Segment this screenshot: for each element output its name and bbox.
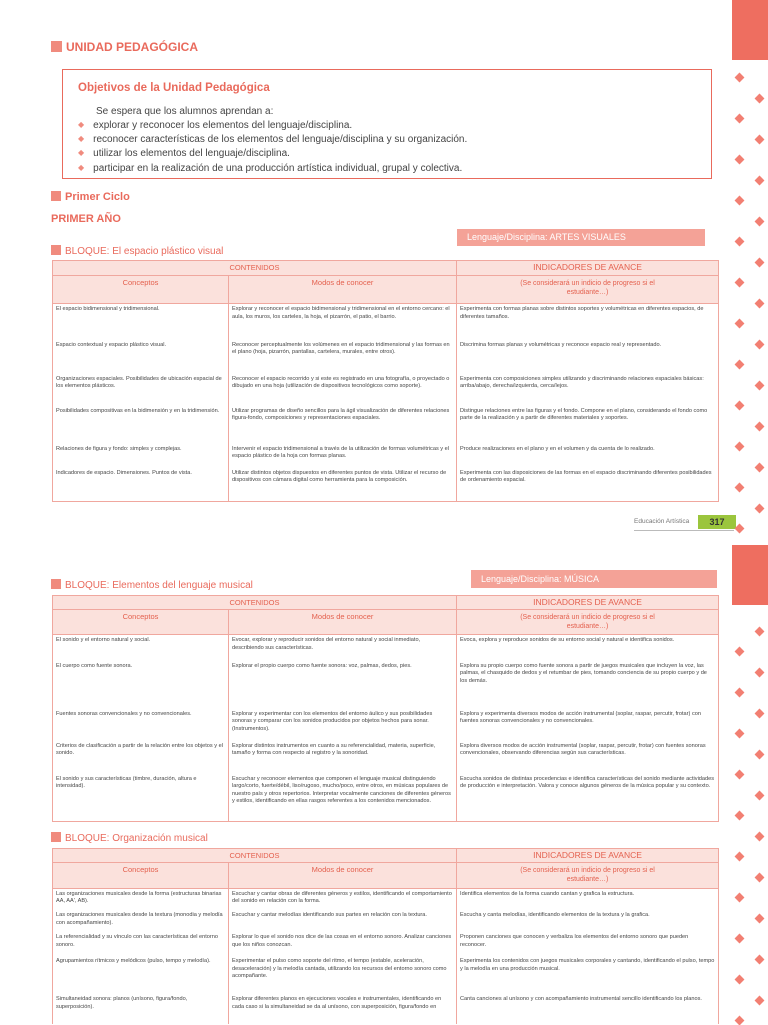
contenidos-header: CONTENIDOS <box>53 849 457 863</box>
method-cell: Explorar el propio cuerpo como fuente sonora: voz, palmas, dedos, pies. <box>229 661 457 709</box>
diamond-dot <box>735 237 745 247</box>
contenidos-header: CONTENIDOS <box>53 261 457 276</box>
indicator-cell: Explora y experimenta diversos modos de acción instrumental (soplar, raspar, percutir, frotar) con fuentes sonoras convencionales y no convencionales. <box>457 709 719 741</box>
diamond-dot <box>735 770 745 780</box>
diamond-dot <box>755 503 765 513</box>
objectives-title: Objetivos de la Unidad Pedagógica <box>78 82 270 94</box>
indicator-cell: Discrimina formas planas y volumétricas y reconoce espacio real y representado. <box>457 340 719 374</box>
diamond-dot <box>735 811 745 821</box>
concept-cell: Espacio contextual y espacio plástico visual. <box>53 340 229 374</box>
progress-note-header: (Se considerará un indicio de progreso si el estudiante…) <box>457 863 719 888</box>
objective-item: ◆ utilizar los elementos del lenguaje/disciplina. <box>78 146 467 160</box>
diamond-dot <box>735 483 745 493</box>
diamond-dot <box>755 667 765 677</box>
diamond-dot <box>755 749 765 759</box>
diamond-dot <box>735 647 745 657</box>
side-band-top <box>732 0 768 60</box>
objective-item: ◆ explorar y reconocer los elementos del lenguaje/disciplina. <box>78 118 467 132</box>
method-cell: Evocar, explorar y reproducir sonidos del entorno natural y social inmediato, describiendo sus características. <box>229 635 457 661</box>
unit-title: UNIDAD PEDAGÓGICA <box>51 40 198 54</box>
diamond-dot <box>755 954 765 964</box>
indicator-cell: Distingue relaciones entre las figuras y el fondo. Compone en el plano, considerando el fondo como parte de la realización y a partir de diferentes materiales y soportes. <box>457 406 719 444</box>
table-row <box>53 406 719 444</box>
content-table-music-organization <box>52 848 719 1024</box>
table-row <box>53 932 719 956</box>
indicadores-header: INDICADORES DE AVANCE <box>457 596 719 610</box>
table-row <box>53 910 719 932</box>
bloque-heading: BLOQUE: Organización musical <box>51 832 208 844</box>
page-number: 317 <box>698 515 736 529</box>
diamond-dot <box>755 257 765 267</box>
diamond-dot <box>735 401 745 411</box>
side-band-bottom <box>732 545 768 605</box>
method-cell: Escuchar y reconocer elementos que componen el lenguaje musical distinguiendo largo/corto, fuerte/débil, liso/rugoso, mucho/poco, entre otros, en músicas populares de nuestro país y otros repertorios. Interpretar vocalmente canciones de diferentes géneros y estilos, identificando en ellas rasgos referentes a los contenidos mencionados. <box>229 774 457 822</box>
diamond-dot <box>755 175 765 185</box>
method-cell: Explorar lo que el sonido nos dice de las cosas en el entorno sonoro. Analizar canciones que los niños conozcan. <box>229 932 457 956</box>
table-row <box>53 994 719 1024</box>
table-row <box>53 444 719 468</box>
method-cell: Experimentar el pulso como soporte del ritmo, el tempo (estable, aceleración, desaceleración) y la melodía cantada, utilizando los recursos del entorno sonoro como acompañante. <box>229 956 457 994</box>
diamond-dot <box>755 626 765 636</box>
year-heading: PRIMER AÑO <box>51 213 121 225</box>
indicator-cell: Escucha y canta melodías, identificando elementos de la textura y la grafica. <box>457 910 719 932</box>
table-row <box>53 304 719 340</box>
conceptos-header: Conceptos <box>53 610 229 635</box>
bloque-marker-icon <box>51 245 61 255</box>
concept-cell: La referencialidad y su vínculo con las características del entorno sonoro. <box>53 932 229 956</box>
diamond-dot <box>735 975 745 985</box>
table-row <box>53 774 719 822</box>
footer-rule <box>634 530 734 531</box>
indicator-cell: Proponen canciones que conocen y verbaliza los elementos del entorno sonoro que pueden reconocer. <box>457 932 719 956</box>
table-row <box>53 741 719 774</box>
concept-cell: Agrupamientos rítmicos y melódicos (pulso, tempo y melodía). <box>53 956 229 994</box>
concept-cell: Relaciones de figura y fondo: simples y complejas. <box>53 444 229 468</box>
method-cell: Utilizar distintos objetos dispuestos en diferentes puntos de vista. Utilizar el recurso de dispositivos con cámara digital como herramienta para la composición. <box>229 468 457 502</box>
diamond-dot <box>755 380 765 390</box>
table-header-row <box>53 596 719 610</box>
concept-cell: Fuentes sonoras convencionales y no convencionales. <box>53 709 229 741</box>
diamond-dot <box>735 934 745 944</box>
diamond-dot <box>735 196 745 206</box>
table-subheader-row <box>53 863 719 888</box>
diamond-dot <box>755 216 765 226</box>
diamond-dot <box>755 462 765 472</box>
indicator-cell: Escucha sonidos de distintas procedencias e identifica características del sonido mediante actividades de producción e interpretación. Valora y conoce algunos géneros de la música popular y su contexto. <box>457 774 719 822</box>
indicator-cell: Experimenta con formas planas sobre distintos soportes y volumétricas en diferentes espacios, de diferentes tamaños. <box>457 304 719 340</box>
diamond-dot <box>735 319 745 329</box>
diamond-dot <box>755 790 765 800</box>
diamond-dot <box>735 442 745 452</box>
method-cell: Explorar y experimentar con los elementos del entorno áulico y sus posibilidades sonoras y comparar con los sonidos producidos por objetos hechos para sonar. (Instrumentos). <box>229 709 457 741</box>
indicadores-header: INDICADORES DE AVANCE <box>457 849 719 863</box>
method-cell: Explorar distintos instrumentos en cuanto a su referencialidad, materia, superficie, tamaño y forma con respecto al registro y la sonoridad. <box>229 741 457 774</box>
modos-header: Modos de conocer <box>229 276 457 304</box>
diamond-dot <box>755 298 765 308</box>
table-subheader-row <box>53 276 719 304</box>
bloque-marker-icon <box>51 579 61 589</box>
table-row <box>53 340 719 374</box>
diamond-dot <box>755 339 765 349</box>
diamond-dot <box>755 995 765 1005</box>
table-row <box>53 635 719 661</box>
bloque-heading: BLOQUE: El espacio plástico visual <box>51 245 223 257</box>
conceptos-header: Conceptos <box>53 276 229 304</box>
objective-item: ◆ participar en la realización de una producción artística individual, grupal y colectiva. <box>78 161 467 175</box>
diamond-dot <box>755 913 765 923</box>
concept-cell: El sonido y sus características (timbre, duración, altura e intensidad). <box>53 774 229 822</box>
footer-label: Educación Artística <box>634 518 690 525</box>
modos-header: Modos de conocer <box>229 863 457 888</box>
diamond-dot <box>755 421 765 431</box>
table-row <box>53 661 719 709</box>
diamond-dot <box>735 114 745 124</box>
progress-note-header: (Se considerará un indicio de progreso si el estudiante…) <box>457 610 719 635</box>
content-table-visual-space <box>52 260 719 502</box>
method-cell: Intervenir el espacio tridimensional a través de la utilización de formas volumétricas y el espacio plástico de la hoja con formas planas. <box>229 444 457 468</box>
method-cell: Reconocer perceptualmente los volúmenes en el espacio tridimensional y las formas en el plano (hoja, pizarrón, pantallas, cartelera, murales, entre otros). <box>229 340 457 374</box>
concept-cell: Organizaciones espaciales. Posibilidades de ubicación espacial de los elementos plásticos. <box>53 374 229 406</box>
diamond-dot <box>735 73 745 83</box>
concept-cell: Criterios de clasificación a partir de la relación entre los objetos y el sonido. <box>53 741 229 774</box>
table-row <box>53 468 719 502</box>
diamond-dot <box>755 93 765 103</box>
language-tag-music: Lenguaje/Disciplina: MÚSICA <box>471 570 717 588</box>
title-marker-icon <box>51 41 62 52</box>
diamond-dot <box>735 852 745 862</box>
progress-note-header: (Se considerará un indicio de progreso si el estudiante…) <box>457 276 719 304</box>
indicator-cell: Explora diversos modos de acción instrumental (soplar, raspar, percutir, frotar) con fuentes sonoras convencionales, observando diferencias según sus características. <box>457 741 719 774</box>
cycle-marker-icon <box>51 191 61 201</box>
bloque-marker-icon <box>51 832 61 842</box>
table-subheader-row <box>53 610 719 635</box>
method-cell: Utilizar programas de diseño sencillos para la ágil visualización de diferentes relaciones figura-fondo, composiciones y representaciones espaciales. <box>229 406 457 444</box>
diamond-dot <box>755 134 765 144</box>
content-table-music-elements <box>52 595 719 822</box>
diamond-dot <box>755 708 765 718</box>
method-cell: Escuchar y cantar melodías identificando sus partes en relación con la textura. <box>229 910 457 932</box>
concept-cell: Indicadores de espacio. Dimensiones. Puntos de vista. <box>53 468 229 502</box>
diamond-dot <box>755 831 765 841</box>
table-row <box>53 956 719 994</box>
concept-cell: El espacio bidimensional y tridimensional. <box>53 304 229 340</box>
method-cell: Reconocer el espacio recorrido y si este es registrado en una fotografía, o proyectado o dibujado en una hoja (utilización de dispositivos tecnológicos como soporte). <box>229 374 457 406</box>
language-tag-visual-arts: Lenguaje/Disciplina: ARTES VISUALES <box>457 229 705 246</box>
indicator-cell: Experimenta los contenidos con juegos musicales corporales y cantando, identificando el pulso, tempo y la melodía en una producción musical. <box>457 956 719 994</box>
contenidos-header: CONTENIDOS <box>53 596 457 610</box>
indicadores-header: INDICADORES DE AVANCE <box>457 261 719 276</box>
modos-header: Modos de conocer <box>229 610 457 635</box>
concept-cell: El cuerpo como fuente sonora. <box>53 661 229 709</box>
table-header-row <box>53 849 719 863</box>
indicator-cell: Evoca, explora y reproduce sonidos de su entorno social y natural e identifica sonidos. <box>457 635 719 661</box>
indicator-cell: Explora su propio cuerpo como fuente sonora a partir de juegos musicales que incluyen la voz, las palmas, el chasquido de dedos y el retumbar de pies, tomando conciencia de su propio cuerpo y de los demás. <box>457 661 719 709</box>
indicator-cell: Produce realizaciones en el plano y en el volumen y da cuenta de lo realizado. <box>457 444 719 468</box>
bloque-heading: BLOQUE: Elementos del lenguaje musical <box>51 579 253 591</box>
objectives-list <box>78 118 467 175</box>
indicator-cell: Identifica elementos de la forma cuando cantan y grafica la estructura. <box>457 888 719 910</box>
method-cell: Explorar y reconocer el espacio bidimensional y tridimensional en el entorno cercano: el aula, los muros, los carteles, la hoja, el pizarrón, el patio, el barrio. <box>229 304 457 340</box>
method-cell: Explorar diferentes planos en ejecuciones vocales e instrumentales, identificando en cada caso si la simultaneidad se da al unísono, con superposición, figura/fondo en <box>229 994 457 1024</box>
indicator-cell: Experimenta con las disposiciones de las formas en el espacio discriminando diferentes posibilidades de ordenamiento espacial. <box>457 468 719 502</box>
concept-cell: El sonido y el entorno natural y social. <box>53 635 229 661</box>
diamond-dot <box>735 155 745 165</box>
table-row <box>53 709 719 741</box>
table-row <box>53 374 719 406</box>
concept-cell: Posibilidades compositivas en la bidimensión y en la tridimensión. <box>53 406 229 444</box>
diamond-dot <box>735 893 745 903</box>
diamond-dot <box>735 729 745 739</box>
cycle-heading: Primer Ciclo <box>51 191 130 203</box>
indicator-cell: Experimenta con composiciones simples utilizando y discriminando relaciones espaciales básicas: arriba/abajo, derecha/izquierda, cerca/lejos. <box>457 374 719 406</box>
concept-cell: Simultaneidad sonora: planos (unísono, figura/fondo, superposición). <box>53 994 229 1024</box>
diamond-dot <box>755 872 765 882</box>
diamond-dot <box>735 360 745 370</box>
objectives-intro: Se espera que los alumnos aprendan a: <box>96 106 274 117</box>
diamond-dot <box>735 688 745 698</box>
indicator-cell: Canta canciones al unísono y con acompañamiento instrumental sencillo identificando los planos. <box>457 994 719 1024</box>
diamond-dot <box>735 524 745 534</box>
table-row <box>53 888 719 910</box>
table-header-row <box>53 261 719 276</box>
objective-item: ◆ reconocer características de los elementos del lenguaje/disciplina y su organización. <box>78 132 467 146</box>
conceptos-header: Conceptos <box>53 863 229 888</box>
diamond-dot <box>735 278 745 288</box>
concept-cell: Las organizaciones musicales desde la textura (monodia y melodía con acompañamiento). <box>53 910 229 932</box>
concept-cell: Las organizaciones musicales desde la forma (estructuras binarias AA, AA', AB). <box>53 888 229 910</box>
method-cell: Escuchar y cantar obras de diferentes géneros y estilos, identificando el comportamiento del sonido en relación con la forma. <box>229 888 457 910</box>
